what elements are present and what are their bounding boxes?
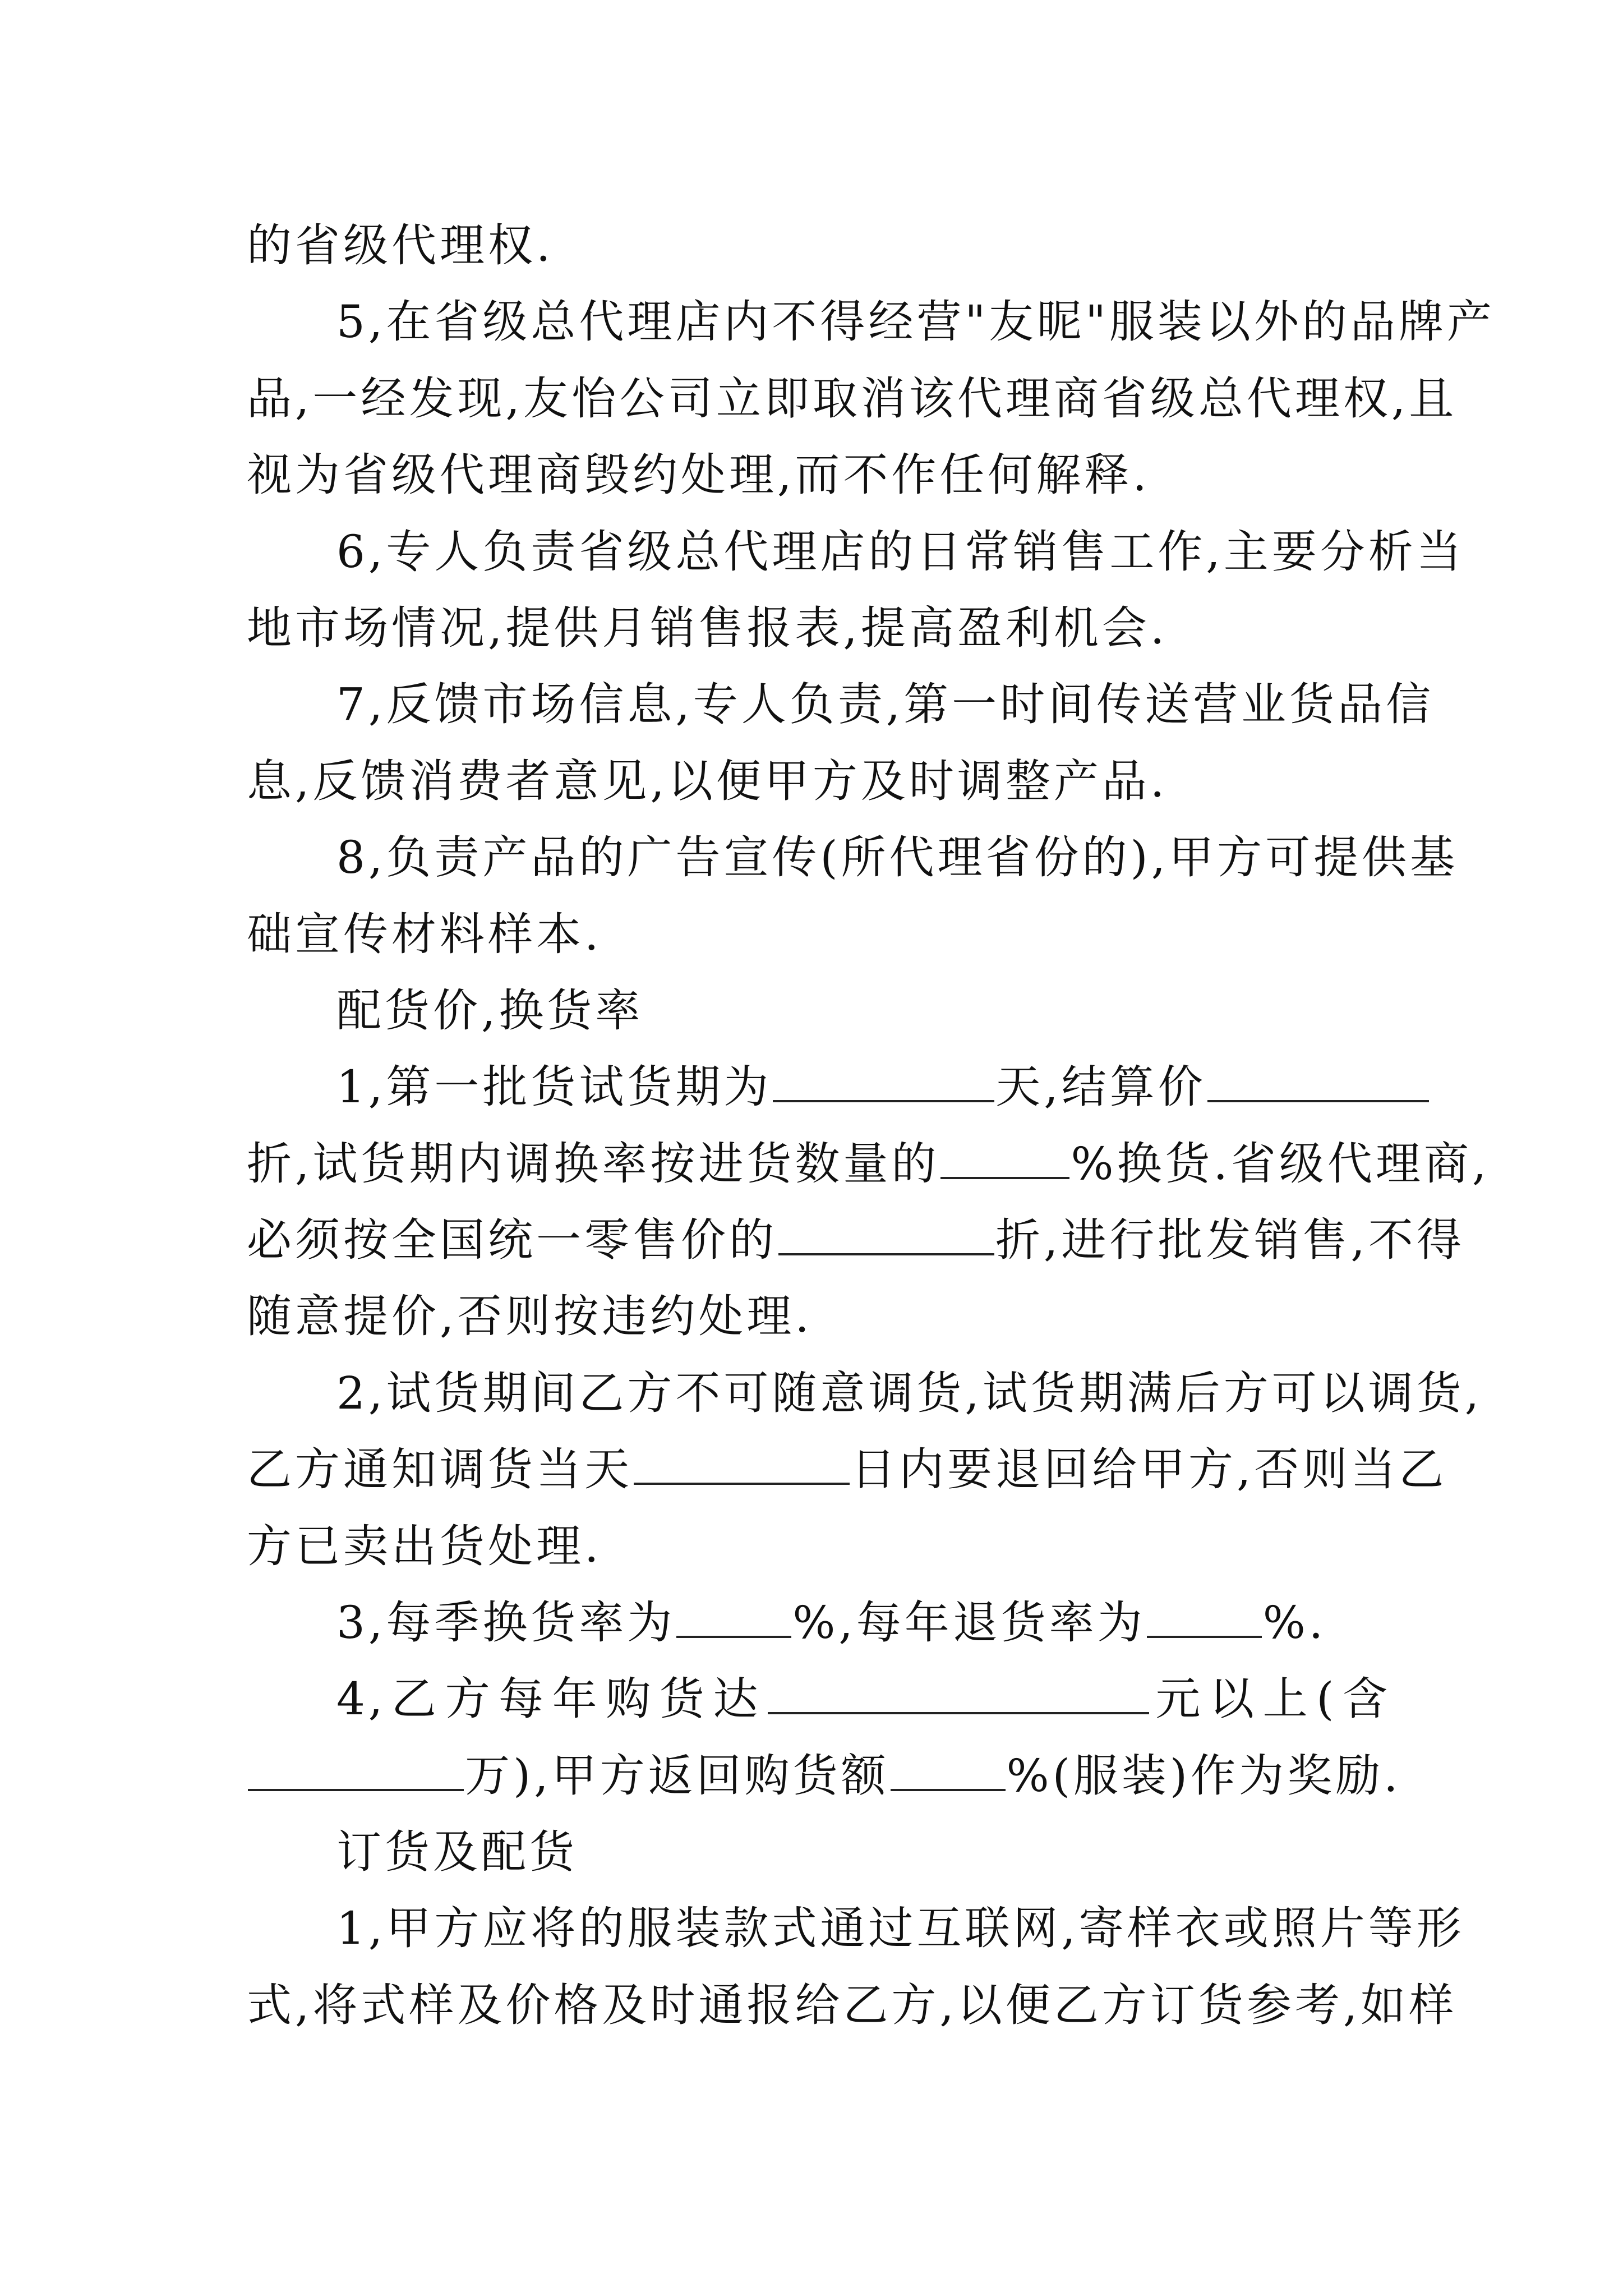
pricing-clause-2: 2,试货期间乙方不可随意调货,试货期满后方可以调货, (336, 1367, 1483, 1419)
clause-7: 7,反馈市场信息,专人负责,第一时间传送营业货品信 (336, 678, 1435, 730)
text-segment: %. (1262, 1596, 1327, 1649)
text-segment: 必须按全国统一零售价的 (247, 1214, 777, 1266)
clause-8: 8,负责产品的广告宣传(所代理省份的),甲方可提供基 (336, 831, 1459, 884)
text-segment: 1,第一批货试货期为 (336, 1061, 772, 1113)
text-line: 方已卖出货处理. (247, 1520, 602, 1572)
fill-in-blank[interactable] (940, 1138, 1069, 1179)
text-segment: 日内要退回给甲方,否则当乙 (851, 1443, 1447, 1496)
text-line: 地市场情况,提供月销售报表,提高盈利机会. (247, 602, 1168, 654)
clause-6: 6,专人负责省级总代理店的日常销售工作,主要分析当 (336, 526, 1465, 578)
fill-in-blank[interactable] (1147, 1596, 1262, 1638)
pricing-clause-1 (336, 1056, 1391, 1118)
pricing-clause-3 (336, 1592, 1391, 1654)
text-line: 品,一经发现,友怡公司立即取消该代理商省级总代理权,且 (247, 372, 1458, 425)
pricing-clause-4 (336, 1668, 1391, 1730)
fill-in-blank[interactable] (778, 1214, 994, 1255)
clause-5: 5,在省级总代理店内不得经营"友昵"服装以外的品牌产 (336, 296, 1495, 348)
text-line (247, 1745, 1401, 1807)
text-segment: %换货.省级代理商, (1071, 1138, 1490, 1190)
text-segment: %,每年退货率为 (792, 1596, 1146, 1649)
text-line (247, 1439, 1447, 1501)
text-line: 式,将式样及价格及时通报给乙方,以便乙方订货参考,如样 (247, 1979, 1458, 2031)
text-line (247, 1133, 1490, 1195)
fill-in-blank[interactable] (676, 1596, 791, 1638)
fill-in-blank[interactable] (248, 1750, 464, 1791)
text-line: 息,反馈消费者意见,以便甲方及时调整产品. (247, 755, 1168, 807)
text-segment: 4,乙方每年购货达 (336, 1673, 767, 1725)
text-segment: 乙方通知调货当天 (247, 1443, 633, 1496)
text-segment: 3,每季换货率为 (336, 1596, 676, 1649)
fill-in-blank[interactable] (773, 1061, 994, 1102)
text-segment: 天,结算价 (995, 1061, 1206, 1113)
fill-in-blank[interactable] (768, 1673, 1149, 1714)
text-line: 视为省级代理商毁约处理,而不作任何解释. (247, 449, 1150, 501)
text-line: 随意提价,否则按违约处理. (247, 1290, 813, 1342)
text-segment: 折,进行批发销售,不得 (995, 1214, 1465, 1266)
text-segment: 折,试货期内调换率按进货数量的 (247, 1138, 940, 1190)
ordering-clause-1: 1,甲方应将的服装款式通过互联网,寄样衣或照片等形 (336, 1902, 1465, 1954)
fill-in-blank[interactable] (1207, 1061, 1429, 1102)
text-line: 础宣传材料样本. (247, 908, 602, 960)
fill-in-blank[interactable] (891, 1750, 1006, 1791)
text-line (247, 1209, 1465, 1271)
text-segment: %(服装)作为奖励. (1006, 1750, 1401, 1802)
text-segment: 万),甲方返回购货额 (465, 1750, 889, 1802)
fill-in-blank[interactable] (634, 1443, 850, 1485)
text-line: 的省级代理权. (247, 219, 554, 272)
section-heading-pricing: 配货价,换货率 (336, 984, 644, 1037)
section-heading-ordering: 订货及配货 (336, 1826, 578, 1878)
text-segment: 元以上(含 (1150, 1673, 1391, 1725)
